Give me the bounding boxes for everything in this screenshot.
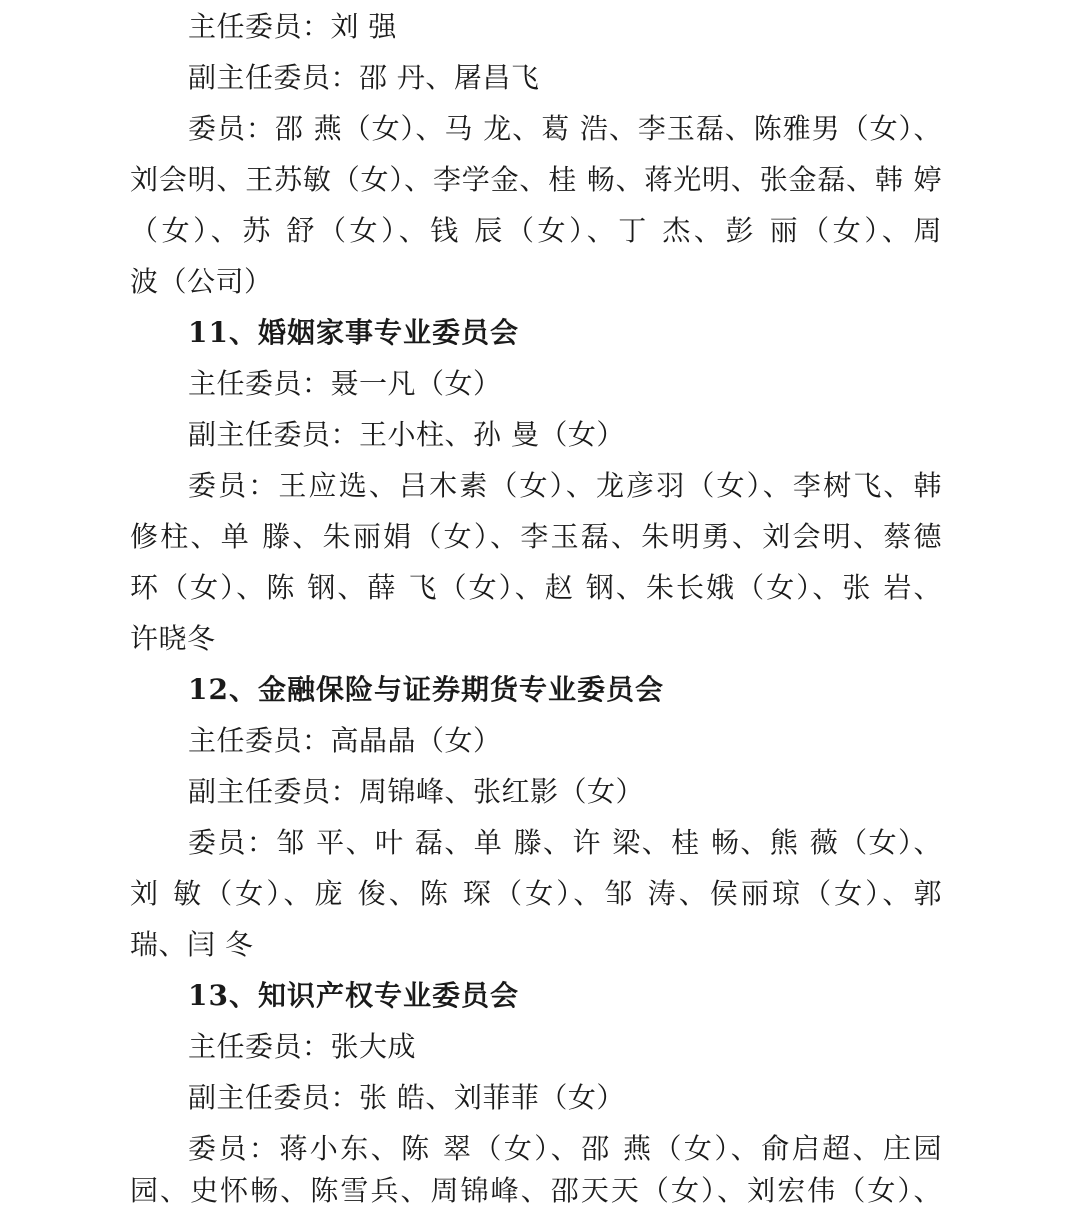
section-heading: 13、知识产权专业委员会 <box>188 979 519 1012</box>
member-line: 修柱、单 滕、朱丽娟（女）、李玉磊、朱明勇、刘会明、蔡德 <box>130 520 942 553</box>
member-line: 波（公司） <box>130 265 273 298</box>
member-line: 委员：王应选、吕木素（女）、龙彦羽（女）、李树飞、韩 <box>188 469 942 502</box>
member-line: 瑞、闫 冬 <box>130 928 254 961</box>
member-line: 委员：邹 平、叶 磊、单 滕、许 梁、桂 畅、熊 薇（女）、 <box>188 826 942 859</box>
member-line: 主任委员：张大成 <box>188 1030 417 1063</box>
member-line: 园、史怀畅、陈雪兵、周锦峰、邵天天（女）、刘宏伟（女）、 <box>130 1174 942 1207</box>
member-line: 委员：邵 燕（女）、马 龙、葛 浩、李玉磊、陈雅男（女）、 <box>188 112 942 145</box>
member-line: 主任委员：聂一凡（女） <box>188 367 502 400</box>
member-line: 副主任委员：邵 丹、屠昌飞 <box>188 61 540 94</box>
section-heading: 12、金融保险与证券期货专业委员会 <box>188 673 664 706</box>
member-line: 主任委员：刘 强 <box>188 10 397 43</box>
member-line: 环（女）、陈 钢、薛 飞（女）、赵 钢、朱长娥（女）、张 岩、 <box>130 571 942 604</box>
member-line: 刘 敏（女）、庞 俊、陈 琛（女）、邹 涛、侯丽琼（女）、郭 <box>130 877 942 910</box>
member-line: 主任委员：高晶晶（女） <box>188 724 502 757</box>
member-line: 许晓冬 <box>130 622 216 655</box>
member-line: （女）、苏 舒（女）、钱 辰（女）、丁 杰、彭 丽（女）、周 <box>130 214 942 247</box>
member-line: 副主任委员：张 皓、刘菲菲（女） <box>188 1081 625 1114</box>
member-line: 副主任委员：王小柱、孙 曼（女） <box>188 418 625 451</box>
member-line: 副主任委员：周锦峰、张红影（女） <box>188 775 645 808</box>
section-heading: 11、婚姻家事专业委员会 <box>188 316 519 349</box>
member-line: 刘会明、王苏敏（女）、李学金、桂 畅、蒋光明、张金磊、韩 婷 <box>130 163 942 196</box>
member-line: 委员：蒋小东、陈 翠（女）、邵 燕（女）、俞启超、庄园 <box>188 1132 942 1165</box>
